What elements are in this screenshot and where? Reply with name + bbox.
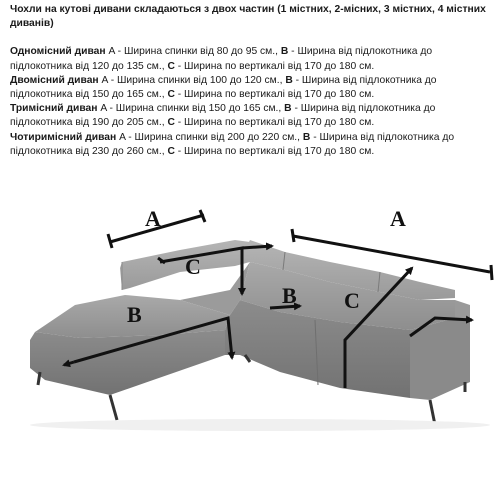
label-c-right: C (344, 288, 360, 313)
heading: Чохли на кутові дивани складаються з двох частин (1 містних, 2-місних, 3 містних, 4 містних диванів) (10, 4, 486, 30)
letter-b: B (285, 74, 293, 86)
arrow-c-left-hook (242, 246, 272, 248)
letter-a: A (108, 46, 115, 58)
spec-c-text: - Ширина по вертикалі від 170 до 180 см. (174, 89, 375, 101)
letter-c: C (167, 60, 175, 72)
spec-triple (10, 102, 494, 130)
letter-c: C (167, 89, 175, 101)
label-b-right: B (282, 283, 297, 308)
letter-a: A (100, 103, 107, 115)
spec-c-text: - Ширина по вертикалі від 170 до 180 см. (174, 60, 375, 72)
letter-b: B (302, 131, 311, 143)
spec-a-text: - Ширина спинки від 80 до 95 см., (114, 46, 281, 58)
spec-a-text: - Ширина спинки від 150 до 165 см., (106, 103, 285, 115)
letter-c: C (167, 145, 175, 157)
spec-title: Одномісний диван (10, 46, 106, 58)
spec-b-text: - Ширина від підлокотника до підлокотника від 120 до 135 см., (10, 46, 433, 72)
spec-quadruple (10, 131, 494, 159)
spec-a-text: - Ширина спинки від 200 до 220 см., (125, 131, 303, 143)
sofa-shape (30, 240, 490, 431)
spec-title: Тримісний диван (10, 103, 98, 115)
arrow-a-right-tick-1 (292, 229, 294, 242)
spec-title: Двомісний диван (10, 74, 99, 86)
spec-c-text: - Ширина по вертикалі від 170 до 180 см. (174, 117, 375, 129)
letter-b: B (284, 103, 292, 115)
spec-b-text: - Ширина від підлокотника до підлокотника від 230 до 260 см., (10, 131, 455, 157)
label-a-right: A (390, 206, 406, 231)
sofa-illustration (0, 195, 500, 500)
label-c-left: C (185, 254, 201, 279)
spec-b-text: - Ширина від підлокотника до підлокотника від 150 до 165 см., (10, 74, 437, 101)
arrow-a-left-tick-1 (108, 234, 112, 248)
spec-single (10, 45, 494, 73)
spec-b-text: - Ширина від підлокотника до підлокотника від 190 до 205 см., (10, 103, 436, 129)
spec-c-text: - Ширина по вертикалі від 170 до 180 см. (174, 145, 375, 157)
spec-list (10, 45, 494, 159)
arrow-a-right-tick-2 (491, 265, 492, 280)
letter-b: B (280, 46, 289, 58)
label-b-left: B (127, 302, 142, 327)
spec-a-text: - Ширина спинки від 100 до 120 см., (107, 74, 286, 86)
letter-a: A (101, 74, 108, 86)
spec-title: Чотиримісний диван (10, 131, 117, 143)
letter-c: C (167, 117, 175, 129)
letter-a: A (119, 131, 126, 143)
description-text (10, 3, 494, 159)
spec-double (10, 74, 494, 102)
label-a-left: A (145, 206, 161, 231)
sofa-diagram (0, 195, 500, 500)
